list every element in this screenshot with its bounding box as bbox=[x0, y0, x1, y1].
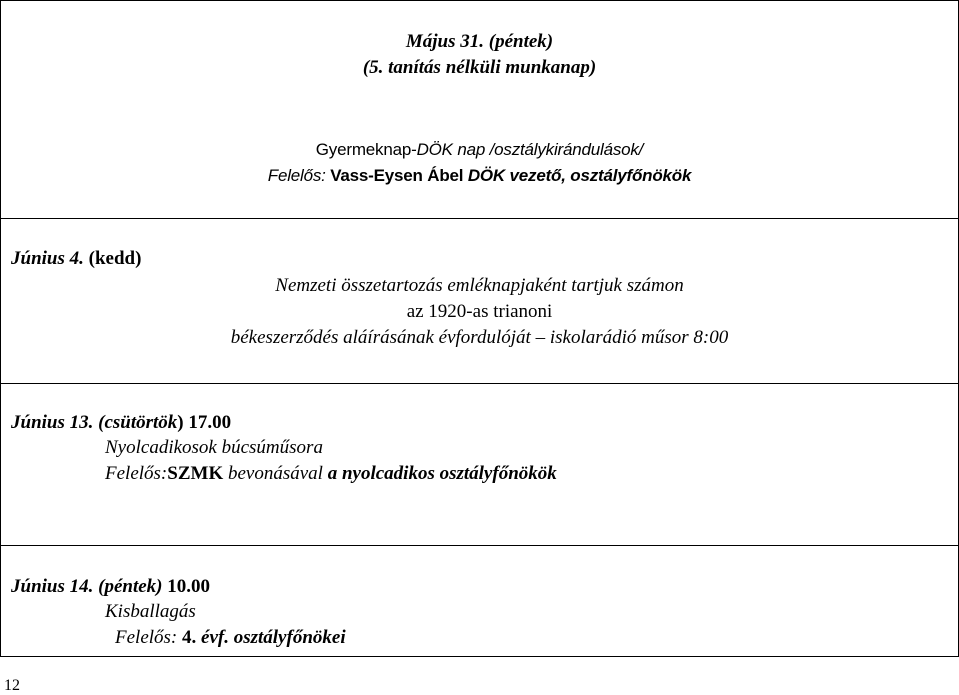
event-date: Június 14. (péntek) 10.00 bbox=[11, 576, 210, 597]
event-responsible: Felelős: Vass-Eysen Ábel DÖK vezető, osztályfőnökök bbox=[267, 166, 692, 185]
event-row-may-31 bbox=[1, 1, 958, 218]
event-date: Május 31. (péntek) bbox=[405, 31, 554, 52]
page-number: 12 bbox=[4, 677, 20, 694]
event-description: az 1920-as trianoni bbox=[406, 301, 553, 322]
event-responsible: Felelős: 4. évf. osztályfőnökei bbox=[115, 627, 346, 648]
event-description: Nemzeti összetartozás emléknapjaként tartjuk számon bbox=[275, 275, 684, 296]
event-row-june-13 bbox=[1, 383, 958, 545]
event-title: Nyolcadikosok búcsúműsora bbox=[105, 437, 323, 458]
event-note: (5. tanítás nélküli munkanap) bbox=[362, 57, 597, 78]
event-row-june-14 bbox=[1, 545, 958, 656]
event-responsible: Felelős:SZMK bevonásával a nyolcadikos osztályfőnökök bbox=[105, 463, 557, 484]
event-date: Június 4. (kedd) bbox=[11, 248, 142, 269]
event-description: békeszerződés aláírásának évfordulóját – iskolarádió műsor 8:00 bbox=[230, 327, 729, 348]
event-date: Június 13. (csütörtök) 17.00 bbox=[11, 412, 232, 433]
event-title: Kisballagás bbox=[105, 601, 196, 622]
event-title: Gyermeknap-DÖK nap /osztálykirándulások/ bbox=[315, 140, 644, 159]
event-row-june-4 bbox=[1, 218, 958, 383]
